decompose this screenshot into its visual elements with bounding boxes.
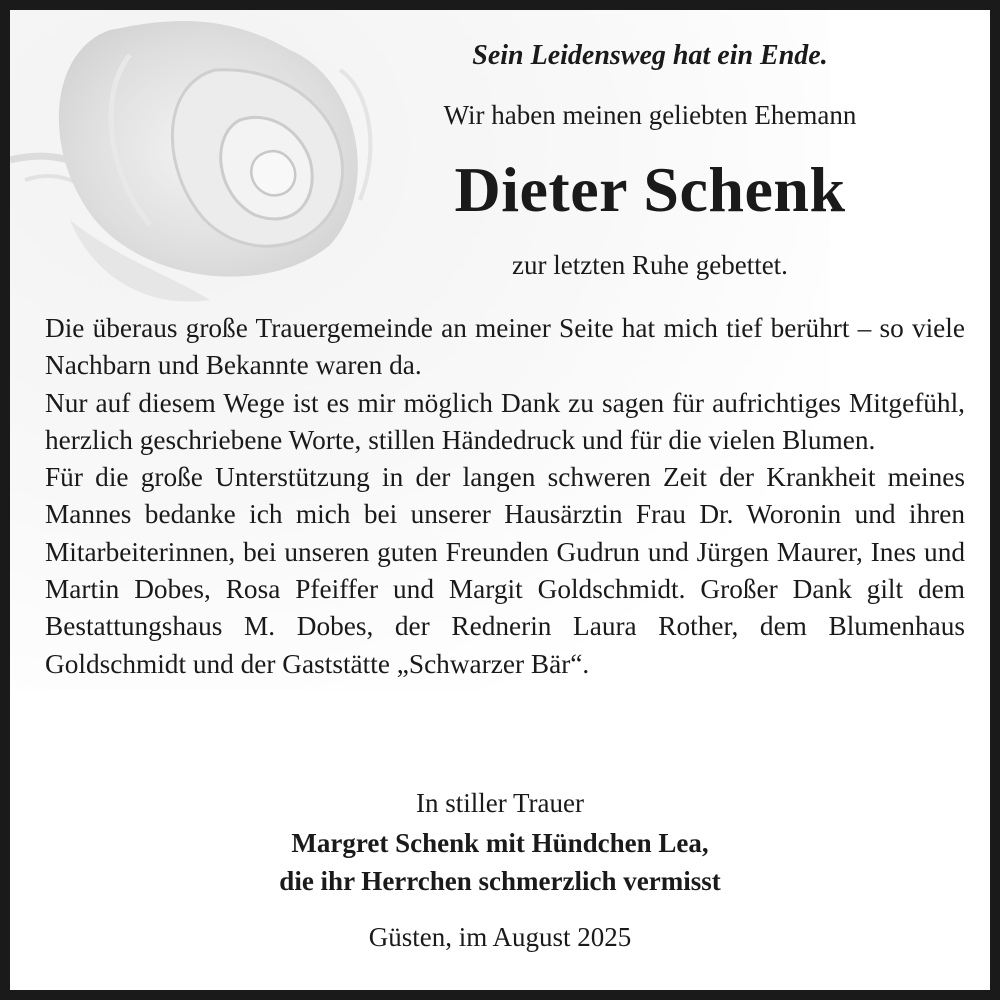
paragraph-1: Die überaus große Trauergemeinde an meiner Seite hat mich tief berührt – so viele Nachbarn und Bekannte waren da. [45,313,965,381]
intro-line: Wir haben meinen geliebten Ehemann [443,100,857,130]
motto: Sein Leidensweg hat ein Ende. [472,40,828,71]
paragraph-3: Für die große Unterstützung in der langen schweren Zeit der Krankheit meines Mannes bedanke ich mich bei unserer Hausärztin Frau Dr. Woronin und ihren Mitarbeiterinnen, bei unseren guten Freunden Gudrun und Jürgen Maurer, Ines und Martin Dobes, Rosa Pfeiffer und Margit Goldschmidt. Großer Dank gilt dem Bestattungshaus M. Dobes, der Rednerin Laura Rother, dem Blumenhaus Goldschmidt und der Gaststätte „Schwarzer Bär“. [45,462,965,679]
signature-name: Margret Schenk mit Hündchen Lea, [291,828,709,858]
signature-intro: In stiller Trauer [416,788,584,818]
deceased-name: Dieter Schenk [454,154,846,225]
paragraph-2: Nur auf diesem Wege ist es mir möglich Dank zu sagen für aufrichtiges Mitgefühl, herzlich geschriebene Worte, stillen Händedruck und für die vielen Blumen. [45,387,965,455]
rest-line: zur letzten Ruhe gebettet. [512,250,788,280]
signature-subline: die ihr Herrchen schmerzlich vermisst [279,866,721,896]
place-date: Güsten, im August 2025 [368,922,632,952]
thank-you-text [45,310,965,683]
